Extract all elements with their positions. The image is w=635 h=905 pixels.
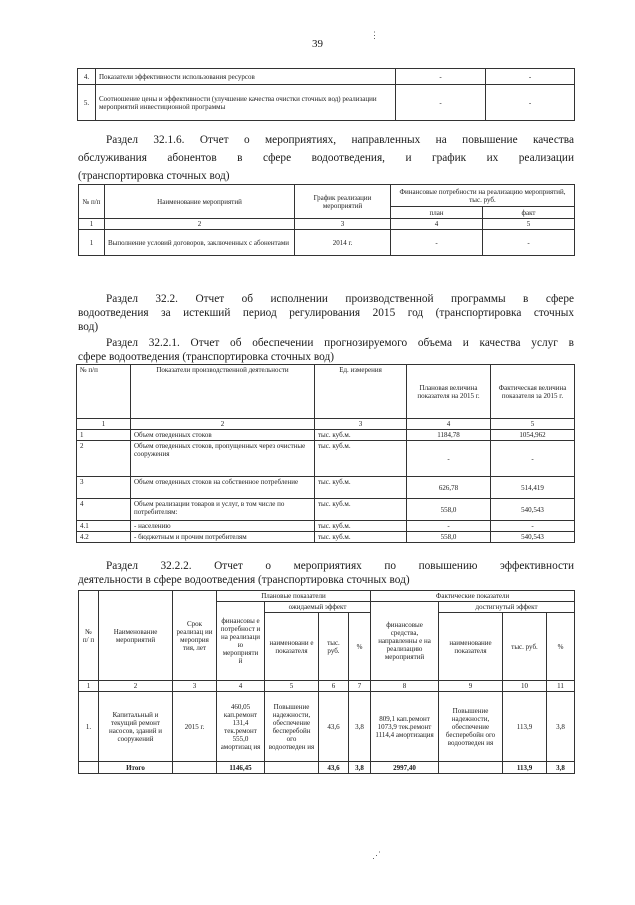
row-num: 2 xyxy=(77,441,131,477)
section-heading-3216-line1: Раздел 32.1.6. Отчет о мероприятиях, направленных на повышение качества xyxy=(106,134,574,146)
section-heading-322-line3: вод) xyxy=(78,321,99,333)
row-value: - xyxy=(396,69,486,85)
row-name: Объем отведенных стоков, пропущенных через очистные сооружения xyxy=(131,441,315,477)
table-header-row xyxy=(79,185,575,207)
row-ach-pct: 3,8 xyxy=(547,692,575,762)
row-fact: 514,419 xyxy=(491,477,575,499)
table-row xyxy=(77,532,575,543)
scan-mark: ⋰ xyxy=(372,850,381,860)
index-cell: 2 xyxy=(131,419,315,430)
page-number: 39 xyxy=(312,38,323,50)
total-eff-rub: 43,6 xyxy=(319,762,349,774)
table-row xyxy=(79,692,575,762)
col-header-actual: Фактические показатели xyxy=(371,591,575,602)
total-ach-pct: 3,8 xyxy=(547,762,575,774)
row-name: - бюджетным и прочим потребителям xyxy=(131,532,315,543)
row-plan: - xyxy=(407,441,491,477)
table-3222 xyxy=(78,590,575,774)
row-name: Выполнение условий договоров, заключенных с абонентами xyxy=(105,230,295,256)
row-name: Объем отведенных стоков на собственное потребление xyxy=(131,477,315,499)
col-header-num: № п/п xyxy=(77,365,131,419)
col-header-ach-pct: % xyxy=(547,613,575,681)
table-row xyxy=(77,521,575,532)
col-header-ach-rub: тыс. руб. xyxy=(503,613,547,681)
index-cell: 7 xyxy=(349,681,371,692)
index-cell: 3 xyxy=(315,419,407,430)
table-row xyxy=(77,441,575,477)
section-heading-3221-line2: сфере водоотведения (транспортировка сточных вод) xyxy=(78,351,334,363)
row-plan: - xyxy=(391,230,483,256)
row-plan: 626,78 xyxy=(407,477,491,499)
index-cell: 2 xyxy=(99,681,173,692)
row-num: 4.1 xyxy=(77,521,131,532)
col-header-num: № п/ п xyxy=(79,591,99,681)
table-row xyxy=(77,499,575,521)
row-unit: тыс. куб.м. xyxy=(315,521,407,532)
row-name: - населению xyxy=(131,521,315,532)
row-eff-pct: 3,8 xyxy=(349,692,371,762)
index-cell: 5 xyxy=(265,681,319,692)
col-header-eff-pct: % xyxy=(349,613,371,681)
row-num: 4. xyxy=(78,69,96,85)
row-num: 1. xyxy=(79,692,99,762)
row-plan-fin: 460,05 кап.ремонт 131,4 тек.ремонт 555,0 амортизац ия xyxy=(217,692,265,762)
scan-mark: ⋮ xyxy=(370,30,379,40)
index-cell: 8 xyxy=(371,681,439,692)
section-heading-3216-line3: (транспортировка сточных вод) xyxy=(78,170,230,182)
col-header-term: Срок реализац ии мероприя тия, лет xyxy=(173,591,217,681)
row-eff-name: Повышение надежности, обеспечение бесперебойн ого водоотведен ия xyxy=(265,692,319,762)
col-header-eff-name: наименовани е показателя xyxy=(265,613,319,681)
section-heading-3222-line1: Раздел 32.2.2. Отчет о мероприятиях по повышению эффективности xyxy=(106,560,574,572)
index-cell: 1 xyxy=(79,681,99,692)
section-heading-3222-line2: деятельности в сфере водоотведения (транспортировка сточных вод) xyxy=(78,574,410,586)
row-term: 2015 г. xyxy=(173,692,217,762)
col-header-fact: факт xyxy=(483,207,575,219)
index-cell: 6 xyxy=(319,681,349,692)
index-row xyxy=(79,219,575,230)
table-row xyxy=(79,230,575,256)
row-num: 1 xyxy=(79,230,105,256)
index-cell: 3 xyxy=(295,219,391,230)
row-fact-fin: 809,1 кап.ремонт 1073,9 тек.ремонт 1114,4 амортизация xyxy=(371,692,439,762)
section-heading-3221-line1: Раздел 32.2.1. Отчет об обеспечении прогнозируемого объема и качества услуг в xyxy=(106,337,574,349)
index-cell: 5 xyxy=(491,419,575,430)
row-fact: 1054,962 xyxy=(491,430,575,441)
col-header-ach-name: наименование показателя xyxy=(439,613,503,681)
col-header-plan: Плановая величина показателя на 2015 г. xyxy=(407,365,491,419)
col-header-unit: Ед. измерения xyxy=(315,365,407,419)
index-cell: 9 xyxy=(439,681,503,692)
table-header-row xyxy=(77,365,575,419)
row-num: 1 xyxy=(77,430,131,441)
row-plan: 558,0 xyxy=(407,499,491,521)
row-num: 3 xyxy=(77,477,131,499)
row-fact: 540,543 xyxy=(491,499,575,521)
total-plan-fin: 1146,45 xyxy=(217,762,265,774)
row-value: - xyxy=(396,85,486,121)
col-header-name: Наименование мероприятий xyxy=(105,185,295,219)
table-row xyxy=(77,430,575,441)
row-fact: - xyxy=(491,441,575,477)
index-cell: 10 xyxy=(503,681,547,692)
col-header-schedule: График реализации мероприятий xyxy=(295,185,391,219)
row-plan: - xyxy=(407,521,491,532)
col-header-plan: план xyxy=(391,207,483,219)
col-header-finance: Финансовые потребности на реализацию мероприятий, тыс. руб. xyxy=(391,185,575,207)
row-unit: тыс. куб.м. xyxy=(315,430,407,441)
table-row xyxy=(78,85,575,121)
total-row xyxy=(79,762,575,774)
table-header-row xyxy=(79,591,575,602)
col-header-num: № п/п xyxy=(79,185,105,219)
table-row xyxy=(77,477,575,499)
row-name: Капитальный и текущий ремонт насосов, зданий и сооружений xyxy=(99,692,173,762)
row-value: - xyxy=(486,85,575,121)
section-heading-322-line2: водоотведения за истекший период регулирования 2015 год (транспортировка сточных xyxy=(78,307,574,319)
row-unit: тыс. куб.м. xyxy=(315,477,407,499)
col-header-fact: Фактическая величина показателя за 2015 г. xyxy=(491,365,575,419)
row-num: 4 xyxy=(77,499,131,521)
col-header-name: Наименование мероприятий xyxy=(99,591,173,681)
index-cell: 4 xyxy=(391,219,483,230)
section-heading-322-line1: Раздел 32.2. Отчет об исполнении производственной программы в сфере xyxy=(106,293,574,305)
row-ach-rub: 113,9 xyxy=(503,692,547,762)
total-ach-rub: 113,9 xyxy=(503,762,547,774)
index-row xyxy=(77,419,575,430)
index-row xyxy=(79,681,575,692)
table-row xyxy=(78,69,575,85)
row-name: Объем реализации товаров и услуг, в том числе по потребителям: xyxy=(131,499,315,521)
row-fact: 540,543 xyxy=(491,532,575,543)
index-cell: 4 xyxy=(217,681,265,692)
index-cell: 3 xyxy=(173,681,217,692)
row-fact: - xyxy=(491,521,575,532)
total-fact-fin: 2997,40 xyxy=(371,762,439,774)
row-unit: тыс. куб.м. xyxy=(315,441,407,477)
col-header-achieved: достигнутый эффект xyxy=(439,602,575,613)
index-cell: 1 xyxy=(77,419,131,430)
table-3221 xyxy=(76,364,575,543)
row-fact: - xyxy=(483,230,575,256)
row-plan: 558,0 xyxy=(407,532,491,543)
col-header-planned: Плановые показатели xyxy=(217,591,371,602)
index-cell: 11 xyxy=(547,681,575,692)
index-cell: 2 xyxy=(105,219,295,230)
col-header-name: Показатели производственной деятельности xyxy=(131,365,315,419)
col-header-eff-rub: тыс. руб. xyxy=(319,613,349,681)
row-value: - xyxy=(486,69,575,85)
total-label: Итого xyxy=(99,762,173,774)
table-3216 xyxy=(78,184,575,256)
row-num: 5. xyxy=(78,85,96,121)
row-name: Показатели эффективности использования ресурсов xyxy=(96,69,396,85)
col-header-fact-fin: финансовые средства, направленны е на реализацию мероприятий xyxy=(371,602,439,681)
top-table xyxy=(77,68,575,121)
total-eff-pct: 3,8 xyxy=(349,762,371,774)
index-cell: 1 xyxy=(79,219,105,230)
section-heading-3216-line2: обслуживания абонентов в сфере водоотведения, и график их реализации xyxy=(78,152,574,164)
row-unit: тыс. куб.м. xyxy=(315,499,407,521)
row-schedule: 2014 г. xyxy=(295,230,391,256)
row-unit: тыс. куб.м. xyxy=(315,532,407,543)
row-name: Соотношение цены и эффективности (улучшение качества очистки сточных вод) реализации мероприятий инвестиционной программы xyxy=(96,85,396,121)
row-plan: 1184,78 xyxy=(407,430,491,441)
row-ach-name: Повышение надежности, обеспечение бесперебойн ого водоотведен ия xyxy=(439,692,503,762)
index-cell: 5 xyxy=(483,219,575,230)
row-eff-rub: 43,6 xyxy=(319,692,349,762)
index-cell: 4 xyxy=(407,419,491,430)
col-header-expected: ожидаемый эффект xyxy=(265,602,371,613)
row-num: 4.2 xyxy=(77,532,131,543)
row-name: Объем отведенных стоков xyxy=(131,430,315,441)
col-header-plan-fin: финансовы е потребност и на реализаци ю мероприяти й xyxy=(217,602,265,681)
